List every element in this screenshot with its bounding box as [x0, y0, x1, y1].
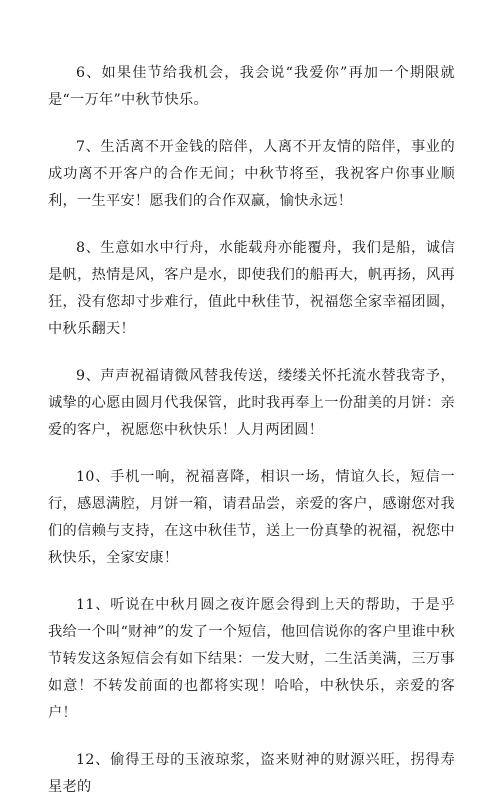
paragraph-8: 8、生意如水中行舟，水能载舟亦能覆舟，我们是船，诚信是帆，热情是风，客户是水，即使我们的船再大，帆再扬，风再狂，没有您却寸步难行，值此中秋佳节，祝福您全家幸福团圆，中秋乐翻天！ [48, 240, 455, 337]
paragraph-12: 12、偷得王母的玉液琼浆，盗来财神的财源兴旺，拐得寿星老的 [48, 752, 455, 795]
paragraph-7: 7、生活离不开金钱的陪伴，人离不开友情的陪伴，事业的成功离不开客户的合作无间；中秋节将至，我祝客户你事业顺利，一生平安！愿我们的合作双赢，愉快永远！ [48, 139, 455, 209]
paragraph-10: 10、手机一响，祝福喜降，相识一场，情谊久长，短信一行，感恩满腔，月饼一箱，请君品尝，亲爱的客户，感谢您对我们的信赖与支持，在这中秋佳节，送上一份真挚的祝福，祝您中秋快乐，全家安康！ [48, 469, 455, 566]
paragraph-11: 11、听说在中秋月圆之夜许愿会得到上天的帮助，于是乎我给一个叫“财神”的发了一个短信，他回信说你的客户里谁中秋节转发这条短信会有如下结果：一发大财，二生活美满，三万事如意！不转发前面的也都将实现！哈哈，中秋快乐，亲爱的客户！ [48, 597, 455, 721]
paragraph-6: 6、如果佳节给我机会，我会说“我爱你”再加一个期限就是“一万年”中秋节快乐。 [48, 65, 455, 108]
paragraph-9: 9、声声祝福请微风替我传送，缕缕关怀托流水替我寄予，诚挚的心愿由圆月代我保管，此时我再奉上一份甜美的月饼：亲爱的客户，祝愿您中秋快乐！人月两团圆！ [48, 368, 455, 438]
